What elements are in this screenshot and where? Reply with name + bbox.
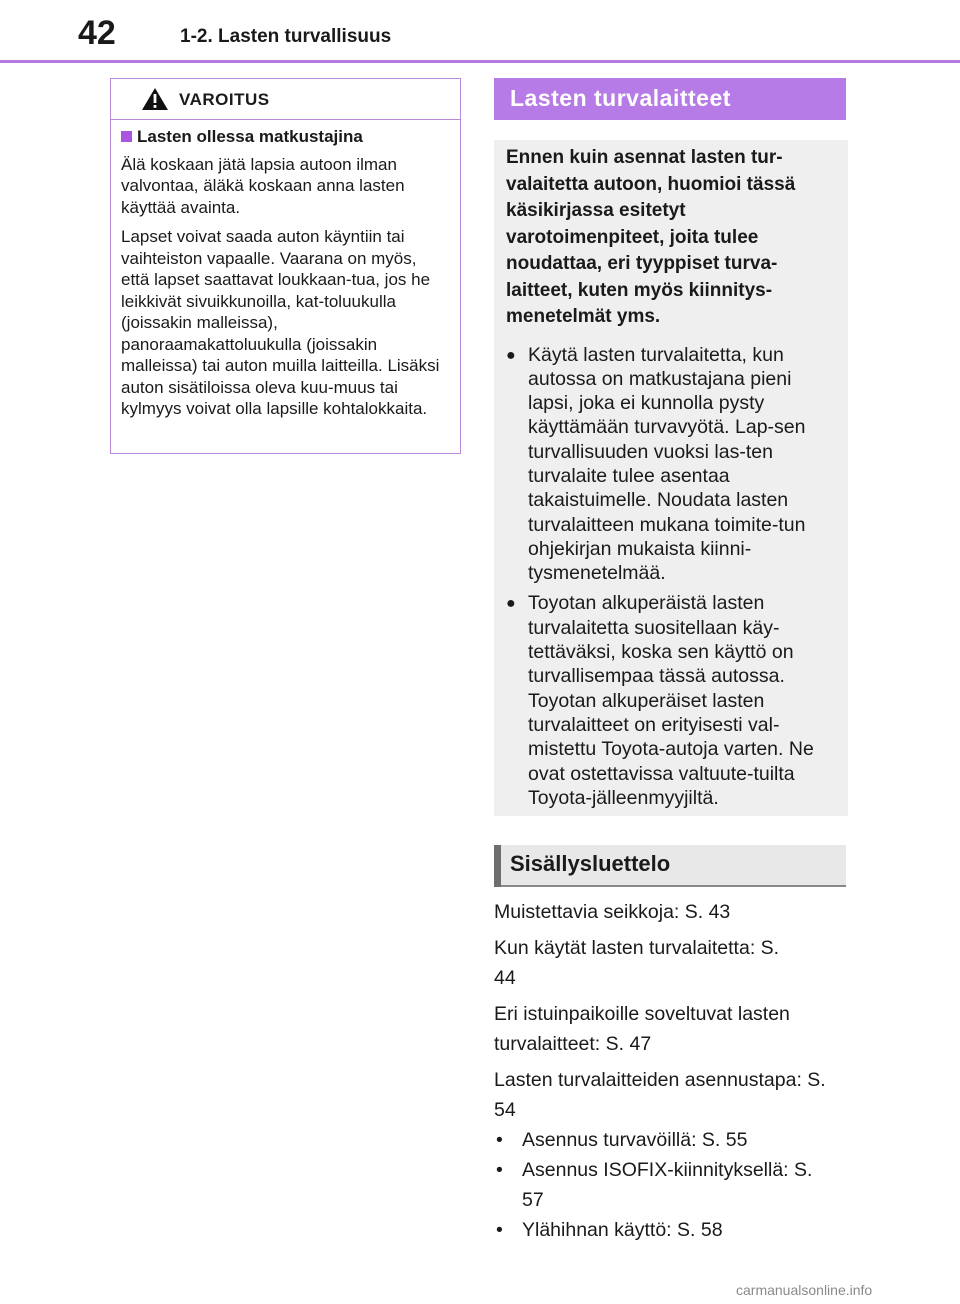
purple-square-icon xyxy=(121,131,132,142)
warning-body xyxy=(111,120,460,420)
bullet-text: Toyotan alkuperäistä lasten turvalaitetta suositellaan käy-tettäväksi, koska sen käyttö on turvallisempaa tässä autossa. Toyotan alkuperäiset lasten turvalaitteet on erityisesti val-mistettu Toyota-autoja varten. Ne ovat ostettavissa valtuute-tuilta Toyota-jälleenmyyjiltä. xyxy=(528,592,814,809)
toc-bullet: • xyxy=(496,1129,503,1151)
warning-title: VAROITUS xyxy=(179,90,270,109)
toc-subitem-text[interactable]: Asennus ISOFIX-kiinnityksellä: S. 57 xyxy=(522,1159,813,1211)
warning-subheading xyxy=(121,126,448,148)
toc-item[interactable]: Kun käytät lasten turvalaitetta: S. 44 xyxy=(494,937,780,989)
page-number: 42 xyxy=(78,14,116,52)
toc-item[interactable]: Eri istuinpaikoille soveltuvat lasten turvalaitteet: S. 47 xyxy=(494,1003,790,1055)
warning-box xyxy=(110,78,461,454)
warning-triangle-icon xyxy=(141,87,169,111)
warning-subheading-text: Lasten ollessa matkustajina xyxy=(137,127,363,146)
page-header xyxy=(0,0,960,64)
toc-title: Sisällysluettelo xyxy=(510,851,671,876)
bullet-dot-icon: ● xyxy=(506,346,516,364)
toc-bullet: • xyxy=(496,1219,503,1241)
toc-subitem-text[interactable]: Ylähihnan käyttö: S. 58 xyxy=(522,1219,723,1241)
watermark: carmanualsonline.info xyxy=(736,1282,873,1298)
child-seats-heading xyxy=(494,78,846,120)
child-seats-intro: Ennen kuin asennat lasten tur-valaitetta autoon, huomioi tässä käsikirjassa esitetyt varotoimenpiteet, joita tulee noudattaa, eri tyyppiset turva-laitteet, kuten myös kiinnitys-menetelmät yms. xyxy=(506,147,796,327)
child-seats-title: Lasten turvalaitteet xyxy=(510,85,731,111)
toc-subitem[interactable] xyxy=(494,1125,854,1155)
toc-heading xyxy=(494,845,846,887)
warning-paragraph: Älä koskaan jätä lapsia autoon ilman valvontaa, äläkä koskaan anna lasten käyttää avainta. xyxy=(121,154,405,217)
warning-paragraph: Lapset voivat saada auton käyntiin tai vaihteiston vapaalle. Vaarana on myös, että lapset saattavat loukkaan-tua, jos he leikkivät sivuikkunoilla, kat-toluukulla (joissakin malleissa), panoraamakattoluukulla (joissakin malleissa) tai auton muilla laitteilla. Lisäksi auton sisätiloissa oleva kuu-muus tai kylmyys voivat olla lapsille kohtalokkaita. xyxy=(121,227,440,418)
child-seats-info-box xyxy=(494,140,848,816)
toc-heading-bar xyxy=(494,845,501,887)
bullet-item xyxy=(506,343,834,586)
bullet-text: Käytä lasten turvalaitetta, kun autossa on matkustajana pieni lapsi, joka ei kunnolla pysty käyttämään turvavyötä. Lap-sen turvallisuuden vuoksi las-ten turvalaite tulee asentaa takaistuimelle. Noudata lasten turvalaitteen mukana toimite-tun ohjekirjan mukaista kiinni-tysmenetelmää. xyxy=(528,343,806,585)
toc-item[interactable]: Lasten turvalaitteiden asennustapa: S. 54 xyxy=(494,1069,826,1121)
toc-subitem[interactable] xyxy=(494,1215,854,1245)
bullet-item xyxy=(506,591,834,810)
header-rule xyxy=(0,60,960,63)
warning-header xyxy=(111,79,460,120)
bullet-dot-icon: ● xyxy=(506,595,516,613)
toc-bullet: • xyxy=(496,1159,503,1181)
toc-subitem-text[interactable]: Asennus turvavöillä: S. 55 xyxy=(522,1129,748,1151)
toc-subitem[interactable] xyxy=(494,1155,824,1215)
toc-item[interactable]: Muistettavia seikkoja: S. 43 xyxy=(494,901,731,923)
section-title: 1-2. Lasten turvallisuus xyxy=(180,26,392,47)
toc-list xyxy=(494,897,854,1245)
